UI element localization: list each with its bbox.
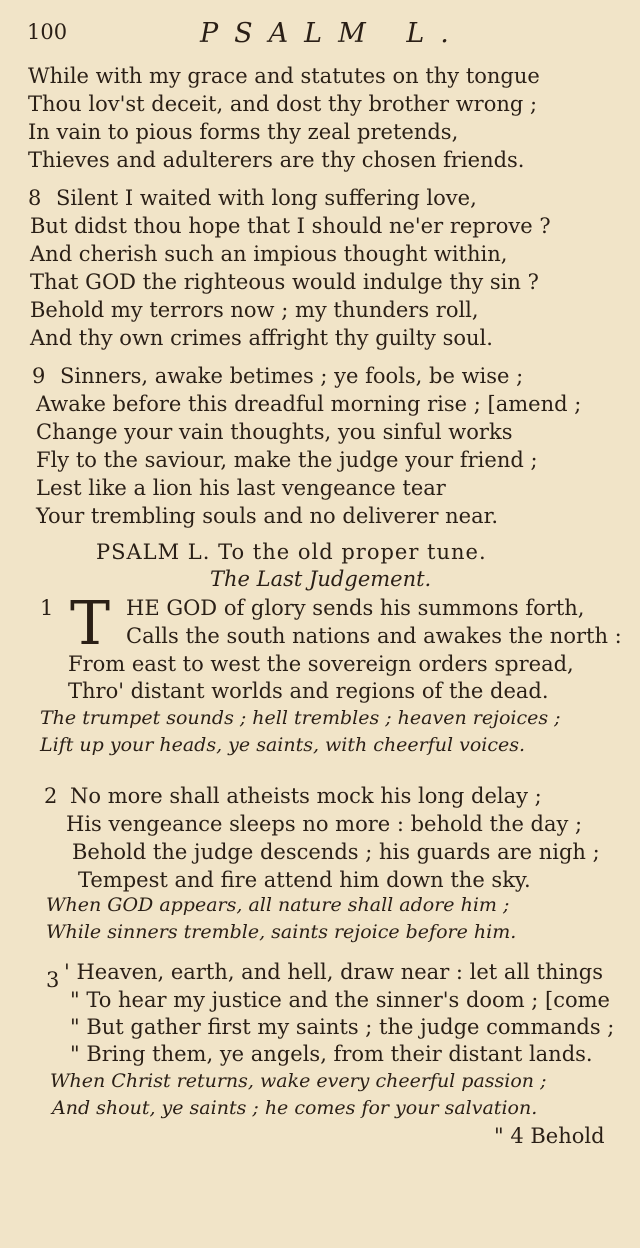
verse-number: 1 xyxy=(40,596,54,620)
text-line: Change your vain thoughts, you sinful works xyxy=(36,420,513,444)
text-line: Your trembling souls and no deliverer near. xyxy=(36,504,499,528)
text-line: Thro' distant worlds and regions of the dead. xyxy=(68,679,549,703)
page-number: 100 xyxy=(27,20,68,44)
hymn-title: PSALM L. To the old proper tune. xyxy=(96,540,487,564)
text-line: That GOD the righteous would indulge thy sin ? xyxy=(30,270,539,294)
page-header xyxy=(0,18,640,52)
text-line: And cherish such an impious thought within, xyxy=(30,242,508,266)
text-line: His vengeance sleeps no more : behold the day ; xyxy=(66,812,583,836)
text-line: " But gather first my saints ; the judge commands ; xyxy=(70,1015,615,1039)
text-line: HE GOD of glory sends his summons forth, xyxy=(126,596,585,620)
text-line: In vain to pious forms thy zeal pretends, xyxy=(28,120,459,144)
text-line: " To hear my justice and the sinner's doom ; [come xyxy=(70,988,610,1012)
verse-number: 3 xyxy=(46,968,60,992)
text-line: Sinners, awake betimes ; ye fools, be wise ; xyxy=(60,364,524,388)
hymn-subtitle: The Last Judgement. xyxy=(210,567,432,591)
stanza-number: 8 xyxy=(28,186,42,210)
text-line: Silent I waited with long suffering love, xyxy=(56,186,477,210)
text-line: Thou lov'st deceit, and dost thy brother wrong ; xyxy=(28,92,538,116)
text-line: But didst thou hope that I should ne'er reprove ? xyxy=(30,214,551,238)
text-line: While with my grace and statutes on thy tongue xyxy=(28,64,540,88)
text-line: ' Heaven, earth, and hell, draw near : let all things xyxy=(64,960,603,984)
text-line: Calls the south nations and awakes the north : xyxy=(126,624,622,648)
text-line: " Bring them, ye angels, from their distant lands. xyxy=(70,1042,593,1066)
stanza-number: 9 xyxy=(32,364,46,388)
text-line: Thieves and adulterers are thy chosen friends. xyxy=(28,148,525,172)
text-line: Fly to the saviour, make the judge your friend ; xyxy=(36,448,538,472)
text-line: Awake before this dreadful morning rise ; [amend ; xyxy=(36,392,582,416)
running-title: PSALM L. xyxy=(200,18,465,49)
text-line: No more shall atheists mock his long delay ; xyxy=(70,784,542,808)
text-line: Behold my terrors now ; my thunders roll, xyxy=(30,298,479,322)
chorus-line: When Christ returns, wake every cheerful passion ; xyxy=(50,1070,547,1092)
chorus-line: The trumpet sounds ; hell trembles ; heaven rejoices ; xyxy=(40,707,561,729)
chorus-line: Lift up your heads, ye saints, with cheerful voices. xyxy=(40,734,526,756)
catchword: " 4 Behold xyxy=(494,1124,605,1148)
text-line: Lest like a lion his last vengeance tear xyxy=(36,476,446,500)
chorus-line: And shout, ye saints ; he comes for your salvation. xyxy=(52,1097,538,1119)
drop-cap: T xyxy=(70,589,111,659)
text-line: Tempest and fire attend him down the sky. xyxy=(78,868,531,892)
verse-number: 2 xyxy=(44,784,58,808)
chorus-line: When GOD appears, all nature shall adore him ; xyxy=(46,894,510,916)
text-line: Behold the judge descends ; his guards are nigh ; xyxy=(72,840,600,864)
text-line: And thy own crimes affright thy guilty soul. xyxy=(30,326,493,350)
text-line: From east to west the sovereign orders spread, xyxy=(68,652,574,676)
chorus-line: While sinners tremble, saints rejoice before him. xyxy=(46,921,517,943)
